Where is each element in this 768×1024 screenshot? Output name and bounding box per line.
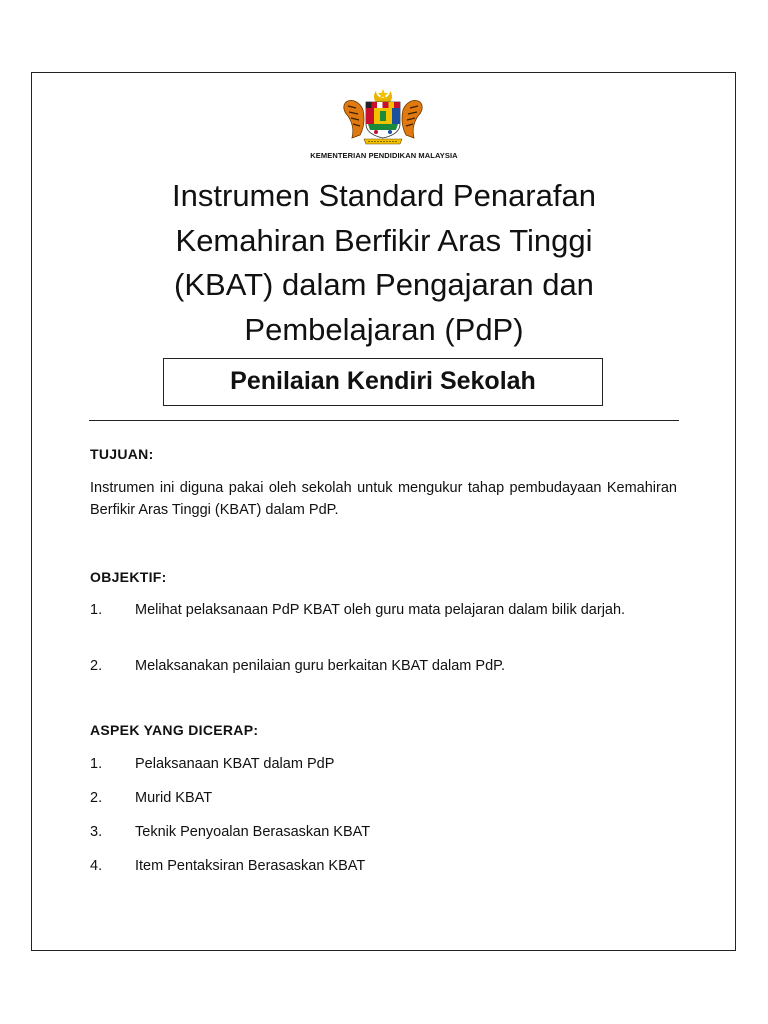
list-item-number: 2.	[90, 790, 103, 806]
list-item	[90, 600, 680, 621]
title-line: Instrumen Standard Penarafan	[172, 178, 596, 213]
ministry-name: KEMENTERIAN PENDIDIKAN MALAYSIA	[310, 151, 458, 160]
list-item-number: 2.	[90, 658, 103, 674]
title-line: Pembelajaran (PdP)	[244, 311, 524, 347]
malaysia-coat-of-arms-icon	[338, 88, 428, 150]
list-item-number: 4.	[90, 858, 103, 874]
divider	[89, 420, 679, 421]
subtitle-box	[163, 358, 603, 406]
list-item	[90, 856, 680, 877]
list-item-text: Melaksanakan penilaian guru berkaitan KBAT dalam PdP.	[135, 658, 505, 674]
list-item-text: Murid KBAT	[135, 790, 213, 806]
title-line: Kemahiran Berfikir Aras Tinggi	[175, 222, 593, 258]
list-item-number: 1.	[90, 602, 103, 618]
list-item-text: Teknik Penyoalan Berasaskan KBAT	[135, 824, 371, 840]
subtitle: Penilaian Kendiri Sekolah	[230, 367, 536, 395]
list-item-number: 1.	[90, 756, 103, 772]
tujuan-text: Instrumen ini diguna pakai oleh sekolah untuk mengukur tahap pembudayaan Kemahiran Berfikir Aras Tinggi (KBAT) dalam PdP.	[90, 480, 677, 518]
objektif-heading: OBJEKTIF:	[90, 569, 167, 585]
list-item	[90, 822, 680, 843]
aspek-heading: ASPEK YANG DICERAP:	[90, 722, 259, 738]
list-item-text: Item Pentaksiran Berasaskan KBAT	[135, 858, 366, 874]
list-item-number: 3.	[90, 824, 103, 840]
title-line: (KBAT) dalam Pengajaran dan	[174, 267, 594, 302]
tujuan-heading: TUJUAN:	[90, 446, 154, 462]
document-title	[100, 174, 668, 352]
list-item	[90, 656, 680, 677]
list-item	[90, 754, 680, 775]
list-item-text: Melihat pelaksanaan PdP KBAT oleh guru mata pelajaran dalam bilik darjah.	[135, 602, 626, 618]
list-item	[90, 788, 680, 809]
list-item-text: Pelaksanaan KBAT dalam PdP	[135, 756, 335, 772]
